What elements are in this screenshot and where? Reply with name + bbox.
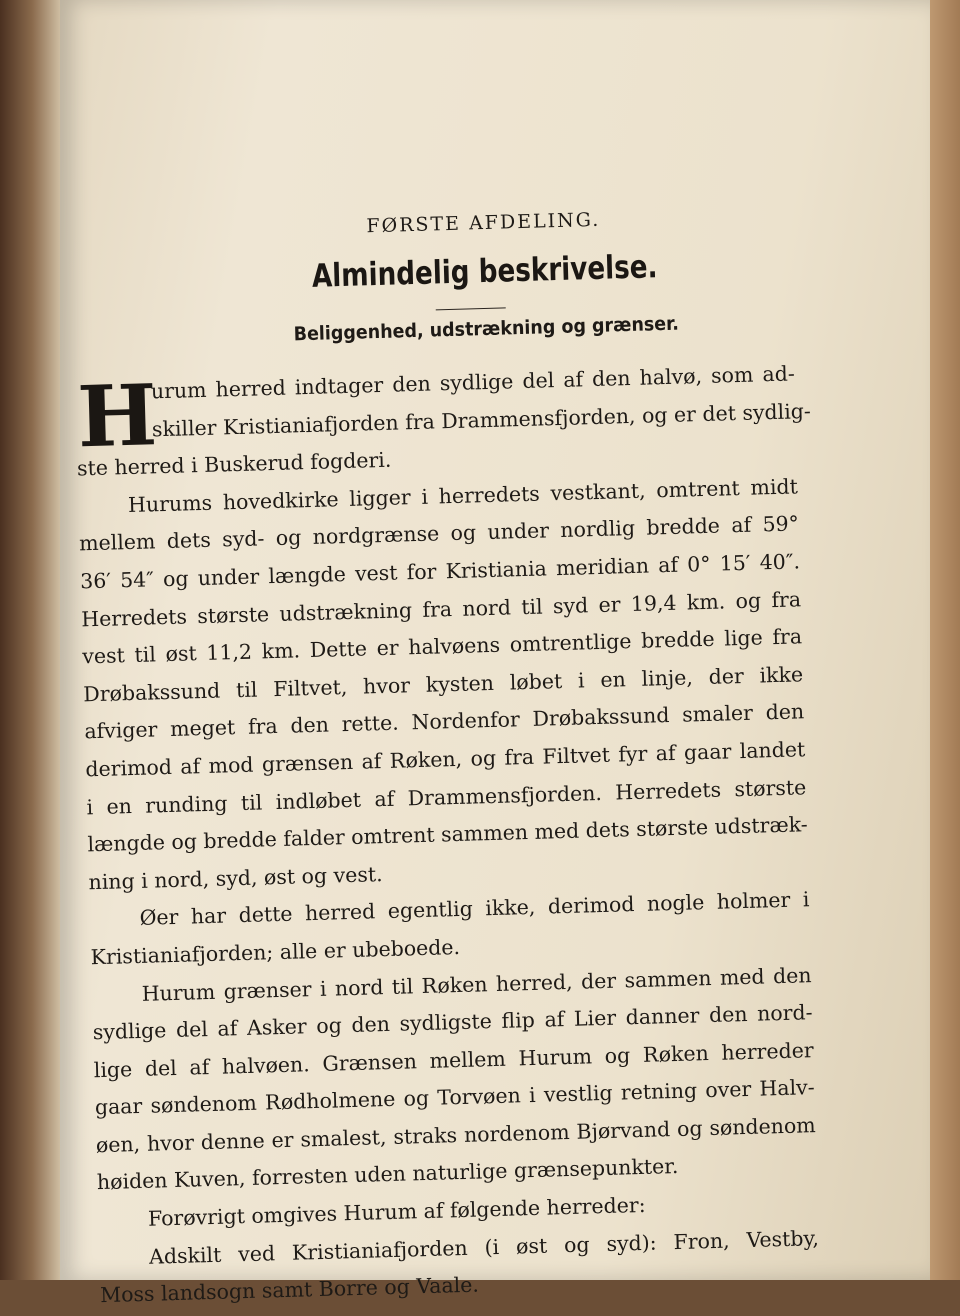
text-line: øen, hvor denne er smalest, straks nordenom Bjørvand og søndenom [95,1112,817,1158]
text-line: skiller Kristianiafjorden fra Drammensfjorden, og er det sydlig- [151,398,812,441]
chapter-title: Almindelig beskrivelse. [311,247,658,295]
text-line: Kristianiafjorden; alle er ubeboede. [90,934,461,970]
division-heading: FØRSTE AFDELING. [366,208,601,238]
text-line: Moss landsogn samt Borre og Vaale. [99,1272,480,1308]
text-line: ning i nord, syd, øst og vest. [88,861,383,895]
body-text [74,355,820,1315]
text-line: gaar søndenom Rødholmene og Torvøen i vestlig retning over Halv- [94,1075,815,1120]
text-line: Øer har dette herred egentlig ikke, derimod nogle holmer i [139,887,810,931]
title-rule [436,307,506,310]
drop-cap: H [76,365,159,467]
text-line: urum herred indtager den sydlige del af den halvø, som ad- [150,361,796,404]
text-line: 36′ 54″ og under længde vest for Kristiania meridian af 0° 15′ 40″. [79,549,801,594]
text-line: længde og bredde falder omtrent sammen med dets største udstræk- [87,812,808,857]
text-line: afviger meget fra den rette. Nordenfor Drøbakssund smaler den [84,699,805,744]
text-line: Hurum grænser i nord til Røken herred, der sammen med den [141,962,812,1006]
text-line: lige del af halvøen. Grænsen mellem Hurum og Røken herreder [93,1037,814,1082]
text-line: Drøbakssund til Filtvet, hvor kysten løbet i en linje, der ikke [83,662,804,707]
section-subtitle: Beliggenhed, udstrækning og grænser. [293,312,680,346]
text-line: Adskilt ved Kristianiafjorden (i øst og syd): Fron, Vestby, [148,1225,820,1269]
text-line: ste herred i Buskerud fogderi. [76,447,392,481]
text-line: sydlige del af Asker og den sydligste flip af Lier danner den nord- [92,1000,813,1045]
text-line: Forøvrigt omgives Hurum af følgende herreder: [147,1192,646,1231]
text-line: vest til øst 11,2 km. Dette er halvøens omtrentlige bredde lige fra [81,624,803,669]
book-page [60,0,930,1308]
text-line: Hurums hovedkirke ligger i herredets vestkant, omtrent midt [127,474,799,517]
text-line: høiden Kuven, forresten uden naturlige grænsepunkter. [96,1154,679,1195]
text-line: mellem dets syd- og nordgrænse og under nordlig bredde af 59° [78,511,800,556]
page-content [42,0,947,1308]
text-line: i en runding til indløbet af Drammensfjorden. Herredets største [86,774,807,819]
text-line: derimod af mod grænsen af Røken, og fra Filtvet fyr af gaar landet [85,737,806,782]
text-line: Herredets største udstrækning fra nord til syd er 19,4 km. og fra [80,586,802,631]
